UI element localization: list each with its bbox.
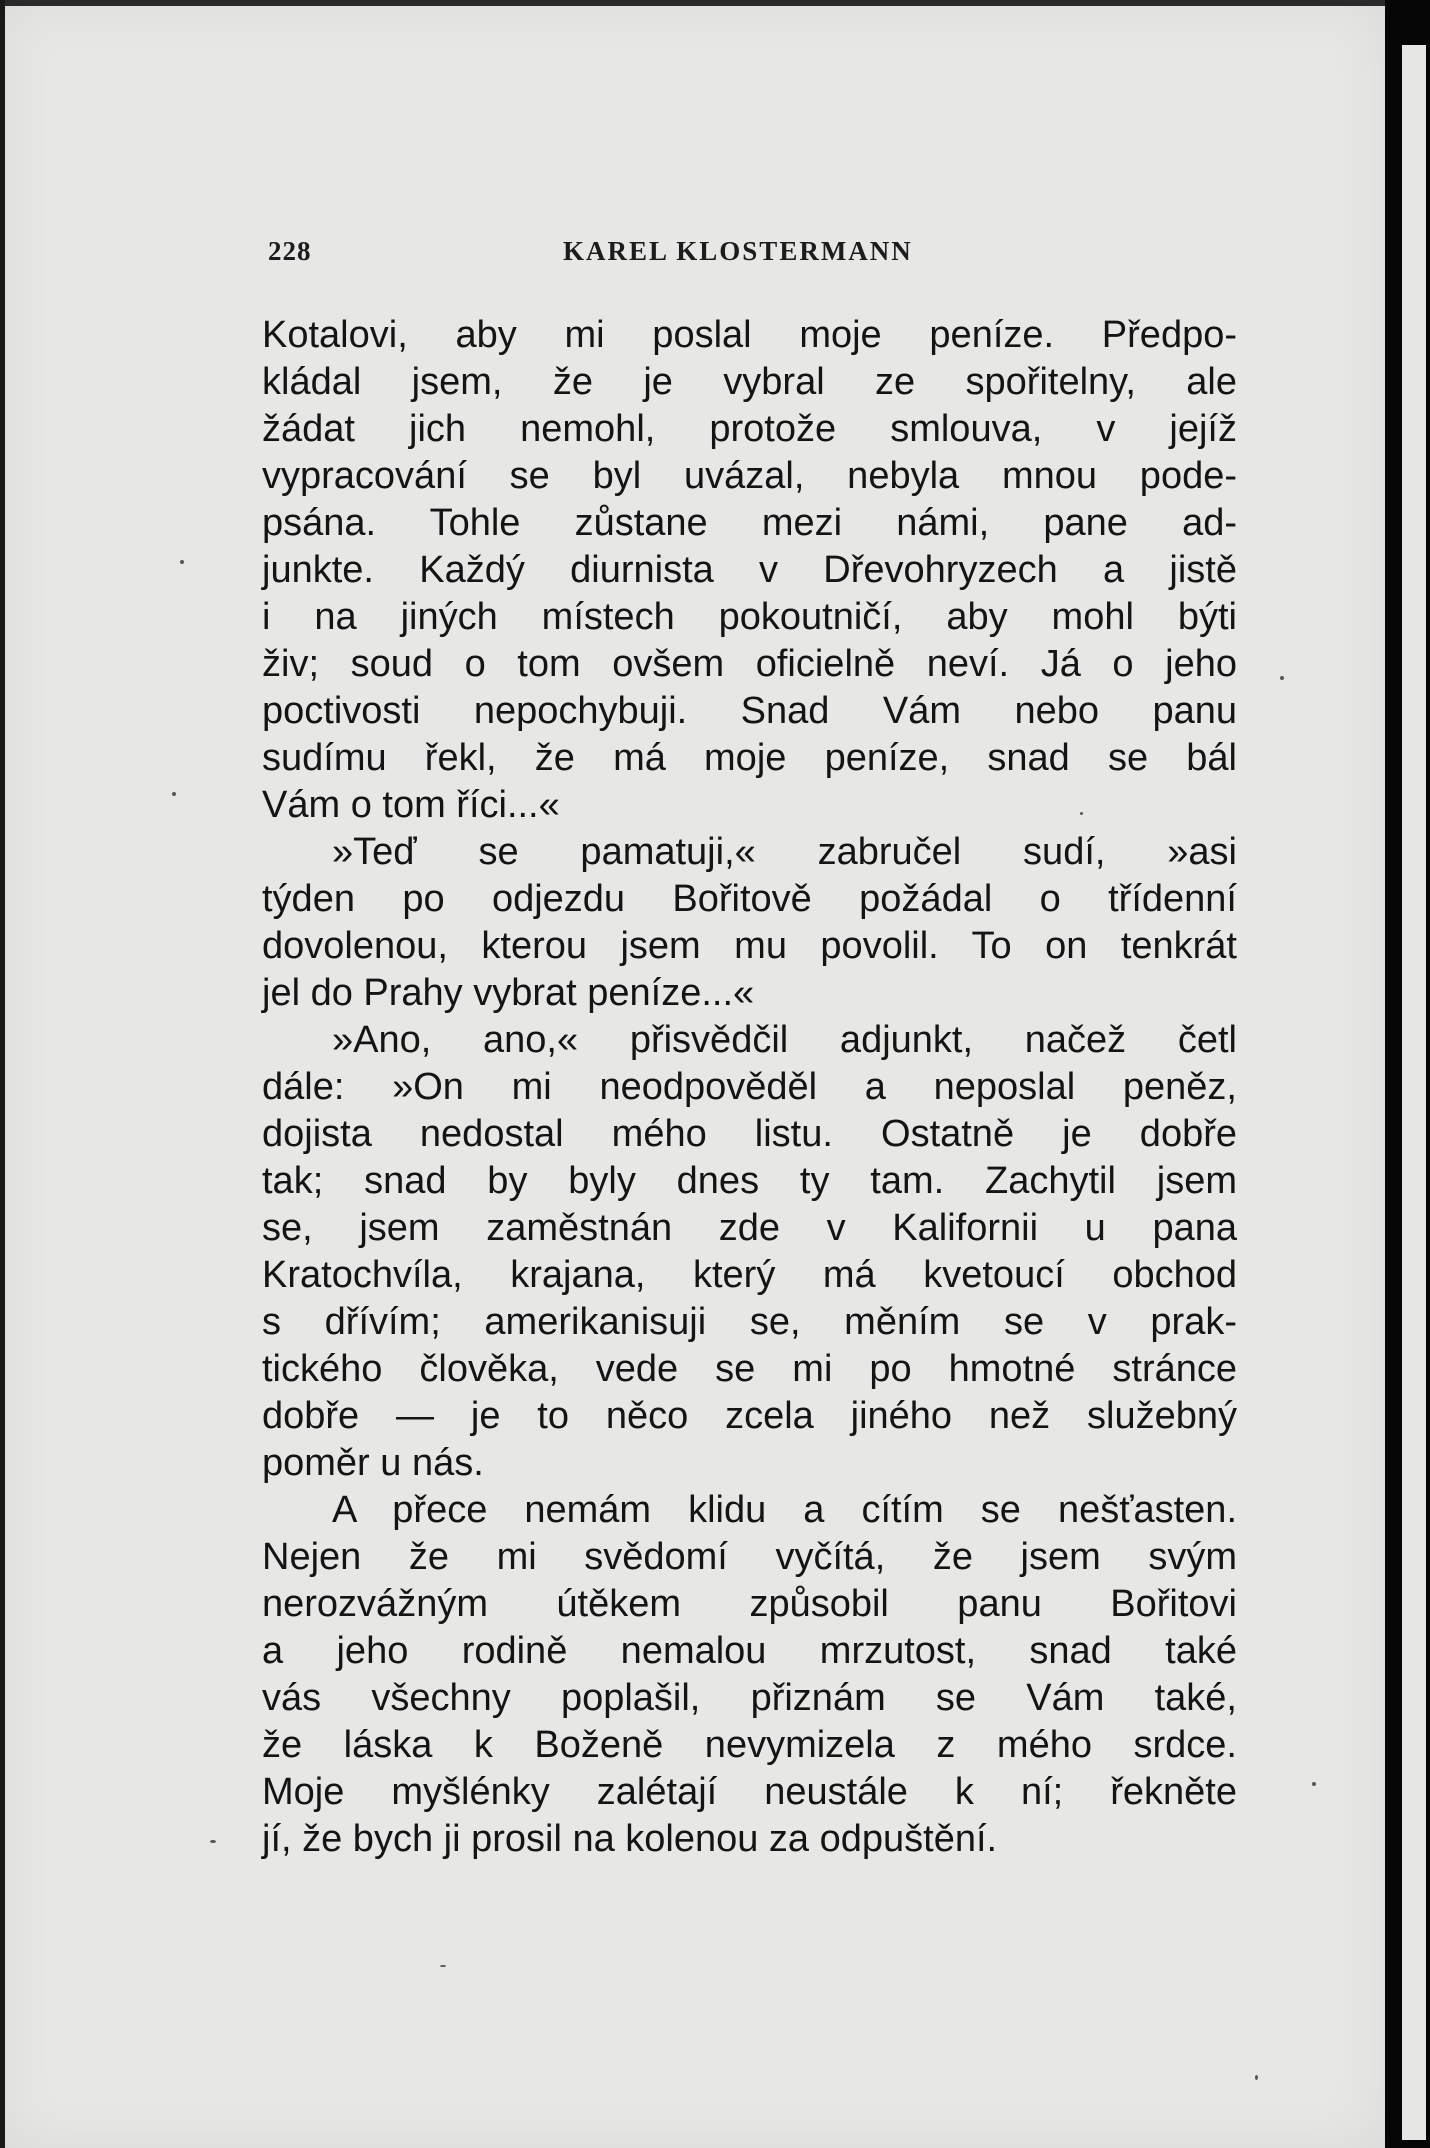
text-line: žádat jich nemohl, protože smlouva, v jejíž bbox=[262, 408, 1237, 450]
text-line: poctivosti nepochybuji. Snad Vám nebo panu bbox=[262, 690, 1237, 732]
paper-speck bbox=[210, 1840, 216, 1843]
running-head: KAREL KLOSTERMANN bbox=[563, 236, 913, 266]
page-header bbox=[268, 236, 1238, 270]
text-line: a jeho rodině nemalou mrzutost, snad také bbox=[262, 1630, 1237, 1672]
text-line: Vám o tom říci...« bbox=[262, 784, 560, 826]
text-line: vás všechny poplašil, přiznám se Vám také, bbox=[262, 1677, 1237, 1719]
text-line: dojista nedostal mého listu. Ostatně je dobře bbox=[262, 1113, 1237, 1155]
text-line: »Teď se pamatuji,« zabručel sudí, »asi bbox=[332, 831, 1237, 873]
text-line: nerozvážným útěkem způsobil panu Bořitovi bbox=[262, 1583, 1237, 1625]
text-line: s dřívím; amerikanisuji se, měním se v prak- bbox=[262, 1301, 1237, 1343]
text-line: tak; snad by byly dnes ty tam. Zachytil jsem bbox=[262, 1160, 1237, 1202]
text-line: dovolenou, kterou jsem mu povolil. To on tenkrát bbox=[262, 925, 1237, 967]
text-line: Nejen že mi svědomí vyčítá, že jsem svým bbox=[262, 1536, 1237, 1578]
text-line: i na jiných místech pokoutničí, aby mohl býti bbox=[262, 596, 1237, 638]
text-line: dobře — je to něco zcela jiného než služebný bbox=[262, 1395, 1237, 1437]
paper-speck bbox=[1080, 812, 1083, 815]
text-line: A přece nemám klidu a cítím se nešťasten. bbox=[332, 1489, 1237, 1531]
page-number: 228 bbox=[268, 236, 312, 266]
text-line: živ; soud o tom ovšem oficielně neví. Já o jeho bbox=[262, 643, 1237, 685]
text-line: psána. Tohle zůstane mezi námi, pane ad- bbox=[262, 502, 1237, 544]
body-text bbox=[262, 312, 1237, 1863]
text-line: Kratochvíla, krajana, který má kvetoucí obchod bbox=[262, 1254, 1237, 1296]
text-line: kládal jsem, že je vybral ze spořitelny, ale bbox=[262, 361, 1237, 403]
text-line: »Ano, ano,« přisvědčil adjunkt, načež četl bbox=[332, 1019, 1237, 1061]
text-line: jí, že bych ji prosil na kolenou za odpuštění. bbox=[262, 1818, 998, 1860]
paper-speck bbox=[1255, 2075, 1258, 2080]
text-line: Kotalovi, aby mi poslal moje peníze. Předpo- bbox=[262, 314, 1237, 356]
text-line: se, jsem zaměstnán zde v Kalifornii u pana bbox=[262, 1207, 1237, 1249]
adjacent-page-sheet bbox=[1402, 45, 1426, 2140]
text-line: Moje myšlénky zalétají neustále k ní; řekněte bbox=[262, 1771, 1237, 1813]
text-line: vypracování se byl uvázal, nebyla mnou pode- bbox=[262, 455, 1237, 497]
paper-speck bbox=[1280, 676, 1284, 680]
text-line: týden po odjezdu Bořitově požádal o třídenní bbox=[262, 878, 1237, 920]
paper-speck bbox=[440, 1965, 446, 1967]
paper-speck bbox=[1312, 1782, 1316, 1786]
text-line: dále: »On mi neodpověděl a neposlal peněz, bbox=[262, 1066, 1237, 1108]
adjacent-page-edge bbox=[1385, 0, 1430, 2148]
text-line: poměr u nás. bbox=[262, 1442, 484, 1484]
page-left-edge bbox=[0, 0, 5, 2148]
text-line: jel do Prahy vybrat peníze...« bbox=[262, 972, 755, 1014]
paper-speck bbox=[180, 560, 184, 564]
text-line: sudímu řekl, že má moje peníze, snad se bál bbox=[262, 737, 1237, 779]
text-line: tického člověka, vede se mi po hmotné stránce bbox=[262, 1348, 1237, 1390]
text-line: že láska k Boženě nevymizela z mého srdce. bbox=[262, 1724, 1237, 1766]
paper-speck bbox=[172, 792, 176, 796]
text-line: junkte. Každý diurnista v Dřevohryzech a jistě bbox=[262, 549, 1237, 591]
page-top-edge bbox=[0, 0, 1385, 6]
